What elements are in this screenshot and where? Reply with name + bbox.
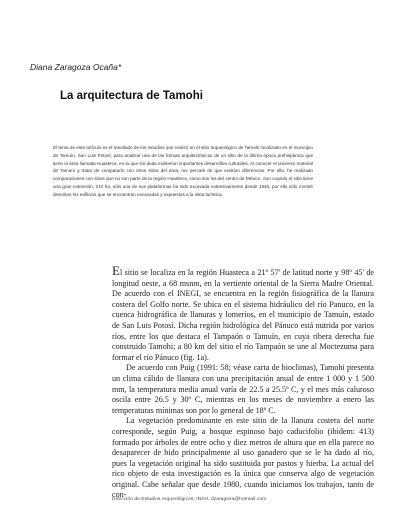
article-title: La arquitectura de Tamohi [60, 90, 203, 102]
paragraph-3: La vegetación predominante en este sitio de la llanura costera del norte corresponde, según Puig, a bosque espinoso bajo caducifolio (ibidem: 413) formado por árboles de entre ocho y diez metros de altura que en ella parece no desaparecer de bido principalmente al uso ganadero que se le ha dado al río, pues la vegetación original ha sido sustituida por pastos y hierba. La actual del rico objeto de esta investigación es la única que conserva algo de vegetación original. Cabe señalar que desde 1980, cuando iniciamos los trabajos, tanto de con- [112, 416, 374, 500]
paragraph-1 [112, 263, 374, 363]
paragraph-1-text: l sitio se localiza en la región Huasteca a 21º 57' de latitud norte y 98º 45' de longitud oeste, a 68 msnm, en la vertiente oriental de la Sierra Madre Oriental. De acuerdo con el INEGI, se encuentra en la región fisiográfica de la llanura costera del Golfo norte. Se ubica en el sistema hidráulico del río Panuco, en la cuenca hidrográfica de llanuras y lomeríos, en el municipio de Tamuín, estado de San Luis Potosí. Dicha región hidrológica del Pánuco está nutrida por varios ríos, entre los que destaca el Tampaón o Tamuín, en cuya ribera derecha fue construido Tamohi; a 80 km del sitio el río Tampaón se une al Moctezuma para formar el río Pánuco (fig. 1a). [112, 268, 374, 362]
article-body [112, 263, 374, 501]
footnote: Dirección de Estudios Arqueológicos, INAH. dzaragoza@hotmail.com [112, 497, 267, 502]
abstract: El tema de este artículo es el resultado de los estudios que realizó en el sitio arqueológico de Tamohi localizado en el municipio de Tamuín, San Luis Potosí, para analizar una de las formas arquitectónicas de un sitio de la última época prehispánica que tiene el área llamada Huasteca, en la que sin duda existieron importantes desarrollos culturales. Al conocer el universo material de Tamuín y tratar de compararlo con otros sitios del área, me percaté de que existían diferencias. Por ello, he realizado comparaciones con sitios que no son parte de la región Huasteca, como son los del centro de México. Aun cuando el sitio tiene una gran extensión, 210 ha, sólo una de sus plataformas ha sido excavada extensivamente desde 1946, por ello sólo mostré descritos los edificios que se encuentran excavados y expuestos a la vista turística. [53, 145, 313, 197]
paragraph-2: De acuerdo con Puig (1991: 58; véase carta de bioclimas), Tamohi presenta un clima cálido de llanura con una precipitación anual de entre 1 000 y 1 500 mm, la temperatura media anual varía de 22.5 a 25.5º C, y el mes más caluroso oscila entre 26.5 y 30º C, mientras en los meses de noviembre a enero las temperaturas mínimas son por lo general de 18º C. [112, 363, 374, 415]
author-name: Diana Zaragoza Ocaña* [30, 62, 122, 72]
drop-cap: E [112, 263, 120, 278]
